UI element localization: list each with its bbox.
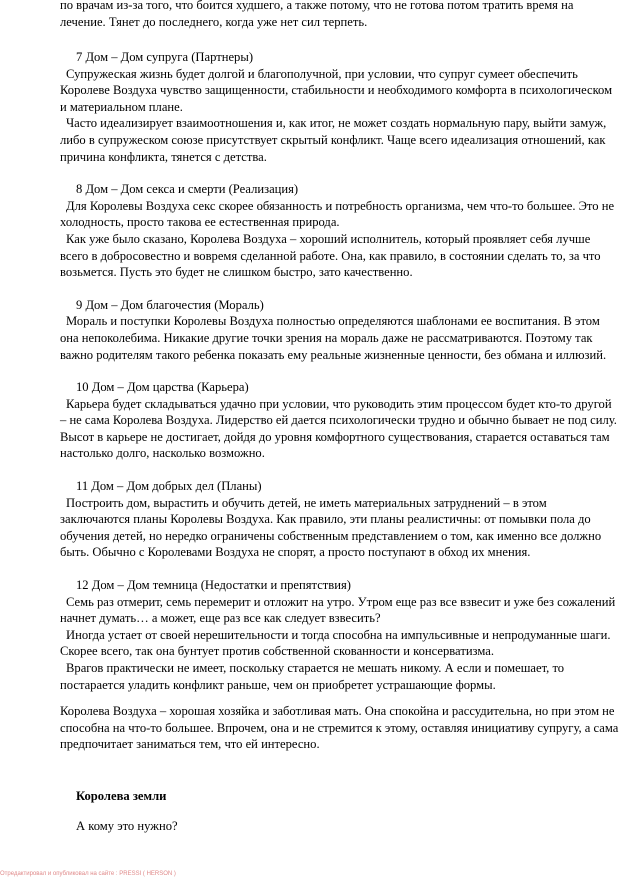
section-heading: 11 Дом – Дом добрых дел (Планы) bbox=[76, 479, 262, 494]
text-line: либо в супружеском союзе присутствует скрытый конфликт. Чаще всего идеализация отношений, как bbox=[60, 132, 606, 147]
text-line: обучения детей, но нередко ограничены собственным представлением о том, как именно все должно bbox=[60, 528, 602, 543]
text-line: быть. Обычно с Королевами Воздуха не спорят, а просто поступают в обход их мнения. bbox=[60, 545, 531, 560]
text-line: холодность, просто такова ее естественная природа. bbox=[60, 215, 340, 230]
footer-watermark: Отредактировал и опубликовал на сайте : PRESSI ( HERSON ) bbox=[0, 871, 176, 877]
text-line: Для Королевы Воздуха секс скорее обязанность и потребность организма, чем что-то большее. Это не bbox=[66, 198, 615, 213]
section-paragraph bbox=[60, 627, 618, 660]
section-paragraph bbox=[60, 115, 618, 165]
text-line: заключаются планы Королевы Воздуха. Как правило, эти планы реалистичны: от помывки пола до bbox=[60, 512, 591, 527]
text-line: возьмется. Пусть это будет не слишком быстро, зато качественно. bbox=[60, 265, 413, 280]
section-house-10 bbox=[60, 379, 618, 462]
section-paragraph bbox=[60, 396, 618, 462]
section-paragraph bbox=[60, 231, 618, 281]
text-line: всего в добросовестно и вовремя сделанной работе. Она, как правило, в состоянии сделать то, за что bbox=[60, 248, 601, 263]
text-line: Иногда устает от своей нерешительности и тогда способна на импульсивные и непродуманные шаги. bbox=[66, 627, 611, 642]
text-line: – не сама Королева Воздуха. Лидерство ей дается психологически трудно и обычно бывает не под силу. bbox=[60, 413, 617, 428]
section-heading: 10 Дом – Дом царства (Карьера) bbox=[76, 380, 249, 395]
section-paragraph bbox=[60, 594, 618, 627]
text-line: Врагов практически не имеет, поскольку старается не мешать никому. А если и помешает, то bbox=[66, 661, 565, 675]
text-line: Королева Воздуха – хорошая хозяйка и заботливая мать. Она спокойна и рассудительна, но при этом не bbox=[60, 704, 615, 719]
text-line: лечение. Тянет до последнего, когда уже нет сил терпеть. bbox=[60, 14, 368, 29]
section-paragraph bbox=[60, 660, 618, 693]
section-house-12 bbox=[60, 577, 618, 693]
text-line: Построить дом, вырастить и обучить детей, не иметь материальных затруднений – в этом bbox=[66, 495, 547, 510]
section-house-8 bbox=[60, 181, 618, 281]
text-line: Как уже было сказано, Королева Воздуха – хороший исполнитель, который проявляет себя лучше bbox=[66, 231, 591, 246]
text-line: способна на что-то большее. Впрочем, она и не стремится к этому, оставляя инициативу супругу, а сама bbox=[60, 720, 619, 735]
text-line: Супружеская жизнь будет долгой и благополучной, при условии, что супруг сумеет обеспечить bbox=[66, 66, 578, 81]
text-line: по врачам из-за того, что боится худшего, а также потому, что не готова потом тратить время на bbox=[60, 0, 574, 12]
text-line: Скорее всего, так она бунтует против собственной скованности и консерватизма. bbox=[60, 644, 494, 659]
text-line: важно родителям такого ребенка показать ему реальные жизненные ценности, без обмана и иллюзий. bbox=[60, 347, 607, 362]
section-paragraph bbox=[60, 495, 618, 561]
text-line: начнет думать… а может, еще раз все как следует взвесить? bbox=[60, 611, 381, 626]
text-line: предпочитает заниматься тем, что ей интересно. bbox=[60, 737, 320, 752]
summary-paragraph bbox=[60, 703, 618, 753]
section-house-11 bbox=[60, 478, 618, 561]
text-line: Мораль и поступки Королевы Воздуха полностью определяются шаблонами ее воспитания. В этом bbox=[66, 314, 600, 329]
text-line: настолько долго, насколько возможно. bbox=[60, 446, 265, 461]
section-house-7 bbox=[60, 49, 618, 165]
section-paragraph bbox=[60, 66, 618, 116]
text-line: Высот в карьере не достигает, дойдя до уровня комфортного существования, старается оставаться там bbox=[60, 429, 610, 444]
text-line: и материальном плане. bbox=[60, 99, 183, 114]
houses-list bbox=[60, 49, 618, 834]
section-paragraph bbox=[60, 198, 618, 231]
text-line: Королеве Воздуха чувство защищенности, стабильности и необходимого комфорта в психологическом bbox=[60, 83, 613, 98]
section-heading: 8 Дом – Дом секса и смерти (Реализация) bbox=[76, 182, 299, 197]
text-line: Карьера будет складываться удачно при условии, что руководить этим процессом будет кто-то другой bbox=[66, 396, 612, 411]
chapter-title: Королева земли bbox=[76, 788, 167, 803]
text-line: причина конфликта, тянется с детства. bbox=[60, 149, 267, 164]
text-line: Семь раз отмерит, семь перемерит и отложит на утро. Утром еще раз все взвесит и уже без сожалений bbox=[66, 594, 616, 609]
chapter-subtitle: А кому это нужно? bbox=[76, 818, 178, 833]
text-line: Часто идеализирует взаимоотношения и, как итог, не может создать нормальную пару, выйти замуж, bbox=[66, 116, 607, 131]
section-heading: 9 Дом – Дом благочестия (Мораль) bbox=[76, 297, 264, 312]
section-heading: 12 Дом – Дом темница (Недостатки и препятствия) bbox=[76, 578, 351, 593]
intro-paragraph bbox=[60, 0, 573, 30]
section-paragraph bbox=[60, 313, 618, 363]
section-heading: 7 Дом – Дом супруга (Партнеры) bbox=[76, 50, 254, 64]
section-house-9 bbox=[60, 297, 618, 363]
text-line: она непоколебима. Никакие другие точки зрения на мораль даже не рассматриваются. Поэтому так bbox=[60, 330, 593, 345]
text-line: постарается уладить конфликт раньше, чем он приобретет устрашающие формы. bbox=[60, 677, 496, 692]
